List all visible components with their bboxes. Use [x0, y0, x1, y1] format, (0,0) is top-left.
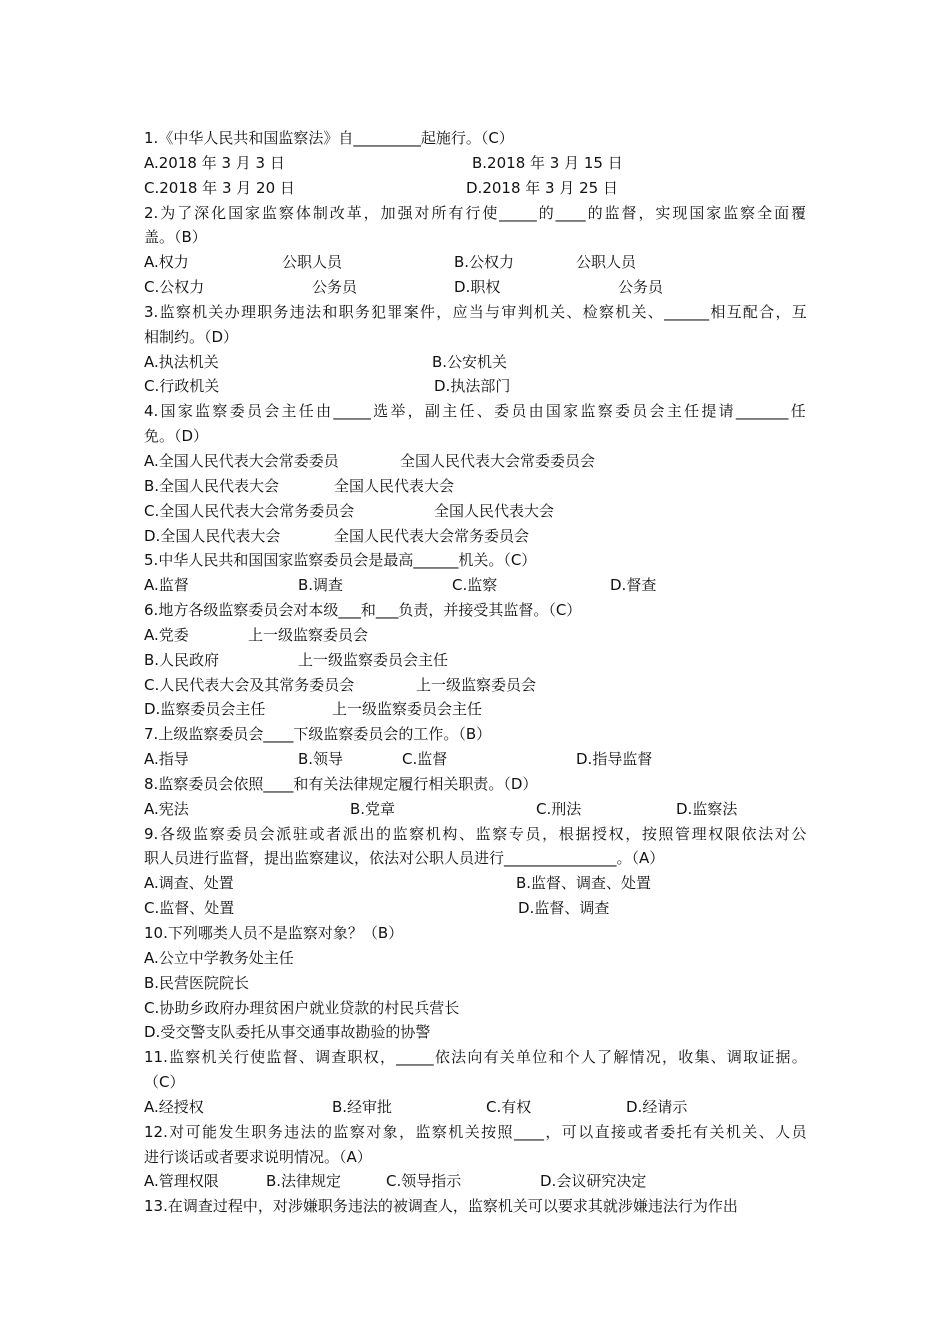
question-text: 上级监察委员会____下级监察委员会的工作。（B） — [158, 725, 492, 744]
answer-option: C.监督、处置 — [144, 899, 235, 918]
answer-option: A.2018 年 3 月 3 日 — [144, 153, 285, 172]
question-13-line — [144, 1194, 808, 1219]
question-11-line — [144, 1070, 808, 1095]
answer-option: D.督查 — [610, 576, 657, 595]
question-text: 在调查过程中，对涉嫌职务违法的被调查人，监察机关可以要求其就涉嫌违法行为作出 — [167, 1197, 738, 1216]
question-8-line — [144, 772, 808, 797]
answer-option: C.监督 — [402, 750, 448, 769]
answer-option: B.人民政府 — [144, 650, 220, 669]
option-row — [144, 673, 808, 698]
question-text: 下列哪类人员不是监察对象？（B） — [167, 924, 404, 942]
question-number: 4. — [144, 402, 159, 421]
answer-option: D.监察委员会主任 — [144, 700, 266, 719]
answer-option: A.权力 — [144, 253, 189, 272]
option-row — [144, 1169, 808, 1194]
answer-option: 上一级监察委员会主任 — [332, 700, 483, 719]
question-5-line — [144, 548, 808, 573]
answer-option: 公务员 — [312, 278, 358, 297]
answer-option: B.2018 年 3 月 15 日 — [472, 153, 623, 172]
question-2-line — [144, 225, 808, 250]
answer-option: C.全国人民代表大会常务委员会 — [144, 501, 355, 520]
answer-option: B.监督、调查、处置 — [516, 874, 652, 893]
question-number: 6. — [144, 601, 159, 620]
answer-option: D.经请示 — [626, 1097, 688, 1116]
answer-option: B.党章 — [350, 799, 396, 818]
question-number: 1. — [144, 129, 159, 147]
question-text: 监察机关行使监督、调查职权，_____依法向有关单位和个人了解情况，收集、调取证据。 — [167, 1048, 808, 1067]
answer-option: B.全国人民代表大会 — [144, 476, 280, 495]
answer-option: 上一级监察委员会 — [416, 675, 537, 694]
answer-option: D.2018 年 3 月 25 日 — [466, 178, 618, 197]
option-row — [144, 474, 808, 499]
question-12-line — [144, 1120, 808, 1145]
question-text: 为了深化国家监察体制改革，加强对所有行使_____的____的监督，实现国家监察全面覆 — [158, 203, 808, 222]
answer-option: B.法律规定 — [266, 1172, 342, 1191]
answer-option: A.全国人民代表大会常委委员 — [144, 451, 339, 470]
question-text: （C） — [144, 1073, 185, 1092]
question-number: 5. — [144, 551, 159, 570]
answer-option: A.管理权限 — [144, 1172, 219, 1191]
question-number: 8. — [144, 774, 159, 793]
answer-option: 全国人民代表大会 — [434, 501, 555, 520]
answer-option: D.指导监督 — [576, 750, 653, 769]
option-row — [144, 1020, 808, 1045]
option-row — [144, 449, 808, 474]
question-1-line — [144, 126, 808, 151]
option-row — [144, 946, 808, 971]
question-number: 3. — [144, 302, 159, 321]
answer-option: C.领导指示 — [386, 1172, 462, 1191]
option-row — [144, 573, 808, 598]
question-11-line — [144, 1045, 808, 1070]
answer-option: B.调查 — [298, 576, 344, 595]
document-page — [144, 126, 808, 1219]
question-text: 国家监察委员会主任由_____选举，副主任、委员由国家监察委员会主任提请_______任 — [158, 402, 808, 421]
answer-option: 上一级监察委员会主任 — [298, 650, 449, 669]
answer-option: B.公安机关 — [432, 352, 508, 371]
option-row — [144, 275, 808, 300]
question-text: 监察委员会依照____和有关法律规定履行相关职责。（D） — [158, 774, 538, 793]
question-text: 中华人民共和国国家监察委员会是最高______机关。（C） — [158, 551, 537, 570]
question-4-line — [144, 424, 808, 449]
option-row — [144, 1095, 808, 1120]
question-6-line — [144, 598, 808, 623]
answer-option: 全国人民代表大会常务委员会 — [334, 526, 530, 545]
answer-option: C.协助乡政府办理贫困户就业贷款的村民兵营长 — [144, 998, 460, 1017]
answer-option: 全国人民代表大会常委委员会 — [400, 451, 596, 470]
option-row — [144, 623, 808, 648]
question-text: 盖。（B） — [144, 228, 207, 247]
option-row — [144, 971, 808, 996]
question-text: 进行谈话或者要求说明情况。（A） — [144, 1147, 372, 1166]
answer-option: C.有权 — [486, 1097, 532, 1116]
answer-option: 上一级监察委员会 — [248, 625, 369, 644]
answer-option: B.经审批 — [332, 1097, 393, 1116]
answer-option: D.受交警支队委托从事交通事故勘验的协警 — [144, 1023, 431, 1042]
question-3-line — [144, 300, 808, 325]
answer-option: A.指导 — [144, 750, 189, 769]
option-row — [144, 697, 808, 722]
question-text: 监察机关办理职务违法和职务犯罪案件，应当与审判机关、检察机关、______相互配合，互 — [158, 302, 808, 321]
question-12-line — [144, 1145, 808, 1170]
answer-option: B.公权力 — [454, 253, 515, 272]
question-3-line — [144, 325, 808, 350]
question-text: 地方各级监察委员会对本级___和___负责，并接受其监督。（C） — [158, 601, 582, 620]
question-7-line — [144, 722, 808, 747]
question-number: 7. — [144, 725, 159, 744]
question-9-line — [144, 846, 808, 871]
answer-option: A.经授权 — [144, 1097, 204, 1116]
answer-option: A.党委 — [144, 625, 189, 644]
answer-option: C.监察 — [452, 576, 498, 595]
question-4-line — [144, 399, 808, 424]
answer-option: D.执法部门 — [434, 377, 511, 396]
answer-option: D.会议研究决定 — [540, 1172, 647, 1191]
answer-option: 全国人民代表大会 — [334, 476, 455, 495]
question-number: 2. — [144, 203, 159, 222]
answer-option: C.行政机关 — [144, 377, 220, 396]
option-row — [144, 499, 808, 524]
option-row — [144, 896, 808, 921]
question-number: 12. — [144, 1122, 168, 1141]
answer-option: A.执法机关 — [144, 352, 219, 371]
answer-option: D.全国人民代表大会 — [144, 526, 281, 545]
question-number: 9. — [144, 824, 159, 843]
question-9-line — [144, 822, 808, 847]
option-row — [144, 871, 808, 896]
option-row — [144, 250, 808, 275]
question-text: 《中华人民共和国监察法》自_________起施行。（C） — [158, 129, 514, 147]
question-text: 各级监察委员会派驻或者派出的监察机构、监察专员，根据授权，按照管理权限依法对公 — [158, 824, 808, 843]
question-text: 相制约。（D） — [144, 327, 239, 346]
question-10-line — [144, 921, 808, 946]
question-text: 职人员进行监督，提出监察建议，依法对公职人员进行_______________。（A） — [144, 849, 665, 868]
question-number: 13. — [144, 1197, 168, 1216]
answer-option: 公职人员 — [282, 253, 343, 272]
option-row — [144, 176, 808, 201]
option-row — [144, 151, 808, 176]
answer-option: A.调查、处置 — [144, 874, 234, 893]
option-row — [144, 350, 808, 375]
question-text: 免。（D） — [144, 427, 209, 446]
answer-option: D.职权 — [454, 278, 501, 297]
answer-option: C.人民代表大会及其常务委员会 — [144, 675, 355, 694]
option-row — [144, 374, 808, 399]
question-2-line — [144, 201, 808, 226]
answer-option: D.监察法 — [676, 799, 738, 818]
answer-option: 公职人员 — [576, 253, 637, 272]
answer-option: A.监督 — [144, 576, 189, 595]
answer-option: C.刑法 — [536, 799, 582, 818]
answer-option: C.公权力 — [144, 278, 205, 297]
option-row — [144, 524, 808, 549]
answer-option: A.宪法 — [144, 799, 189, 818]
question-text: 对可能发生职务违法的监察对象，监察机关按照____，可以直接或者委托有关机关、人员 — [167, 1122, 808, 1141]
option-row — [144, 747, 808, 772]
option-row — [144, 996, 808, 1021]
answer-option: A.公立中学教务处主任 — [144, 948, 294, 967]
answer-option: 公务员 — [618, 278, 664, 297]
question-number: 11. — [144, 1048, 168, 1067]
option-row — [144, 797, 808, 822]
answer-option: B.民营医院院长 — [144, 973, 250, 992]
answer-option: D.监督、调查 — [518, 899, 610, 918]
answer-option: C.2018 年 3 月 20 日 — [144, 178, 295, 197]
option-row — [144, 648, 808, 673]
question-number: 10. — [144, 924, 168, 942]
answer-option: B.领导 — [298, 750, 344, 769]
